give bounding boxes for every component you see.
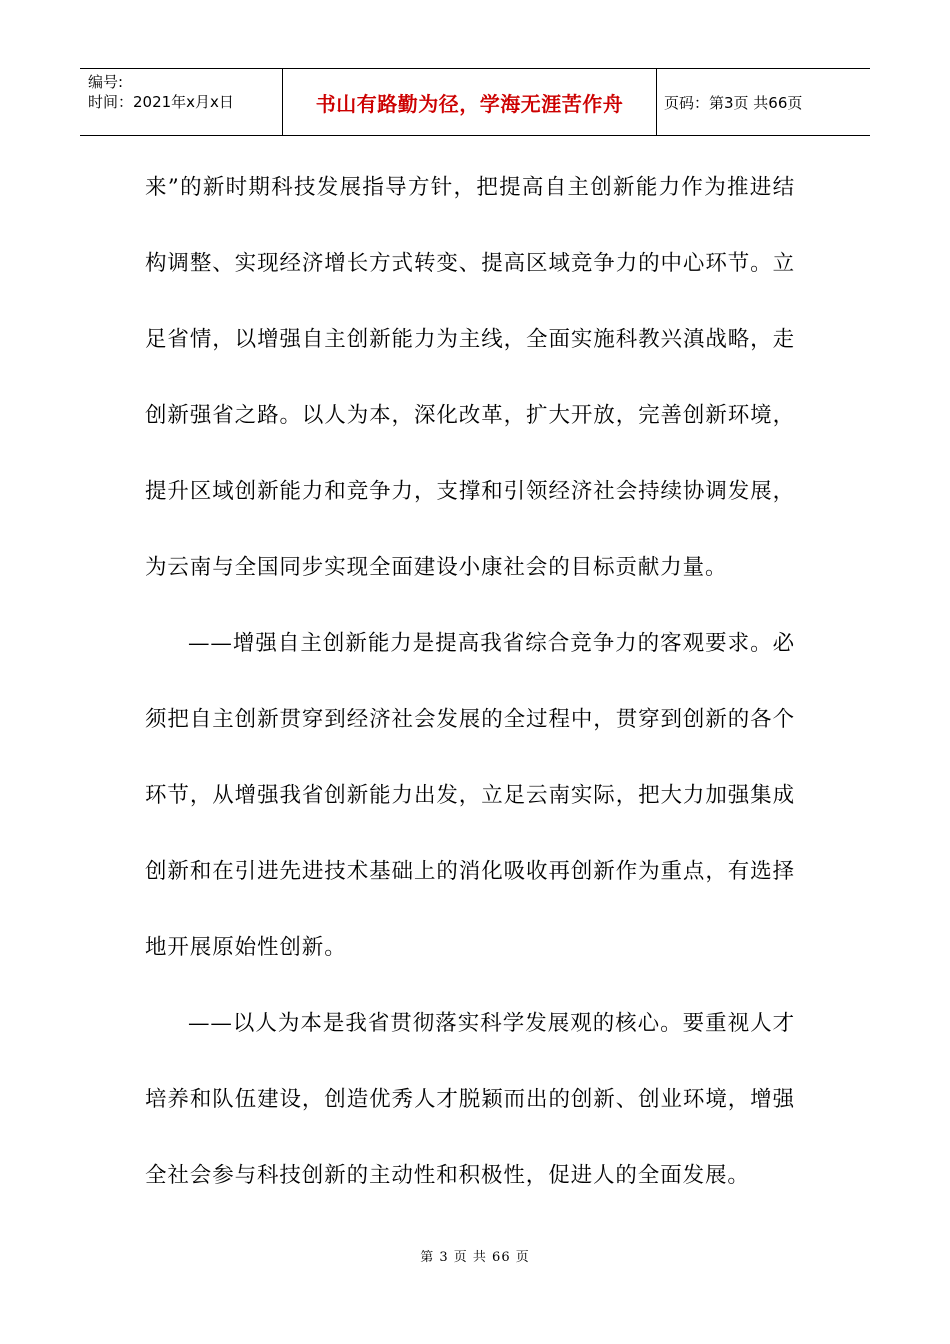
document-header xyxy=(80,68,870,136)
page-info-text: 页码：第3页 共66页 xyxy=(664,93,803,112)
header-motto-cell xyxy=(283,69,657,135)
page-footer: 第 3 页 共 66 页 xyxy=(420,1250,530,1265)
header-page-info xyxy=(657,69,870,135)
body-paragraph: ——以人为本是我省贯彻落实科学发展观的核心。要重视人才培养和队伍建设，创造优秀人才脱颖而出的创新、创业环境，增强全社会参与科技创新的主动性和积极性，促进人的全面发展。 xyxy=(145,1011,795,1188)
body-paragraph: 来”的新时期科技发展指导方针，把提高自主创新能力作为推进结构调整、实现经济增长方式转变、提高区域竞争力的中心环节。立足省情，以增强自主创新能力为主线，全面实施科教兴滇战略，走创新强省之路。以人为本，深化改革，扩大开放，完善创新环境，提升区域创新能力和竞争力，支撑和引领经济社会持续协调发展，为云南与全国同步实现全面建设小康社会的目标贡献力量。 xyxy=(145,175,795,580)
body-paragraph: ——增强自主创新能力是提高我省综合竞争力的客观要求。必须把自主创新贯穿到经济社会发展的全过程中，贯穿到创新的各个环节，从增强我省创新能力出发，立足云南实际，把大力加强集成创新和在引进先进技术基础上的消化吸收再创新作为重点，有选择地开展原始性创新。 xyxy=(145,631,795,960)
number-label: 编号: xyxy=(88,73,124,91)
motto-text: 书山有路勤为径，学海无涯苦作舟 xyxy=(315,91,624,116)
time-label: 时间：2021年x月x日 xyxy=(88,93,234,111)
header-meta xyxy=(80,69,283,135)
document-body xyxy=(145,150,795,1214)
